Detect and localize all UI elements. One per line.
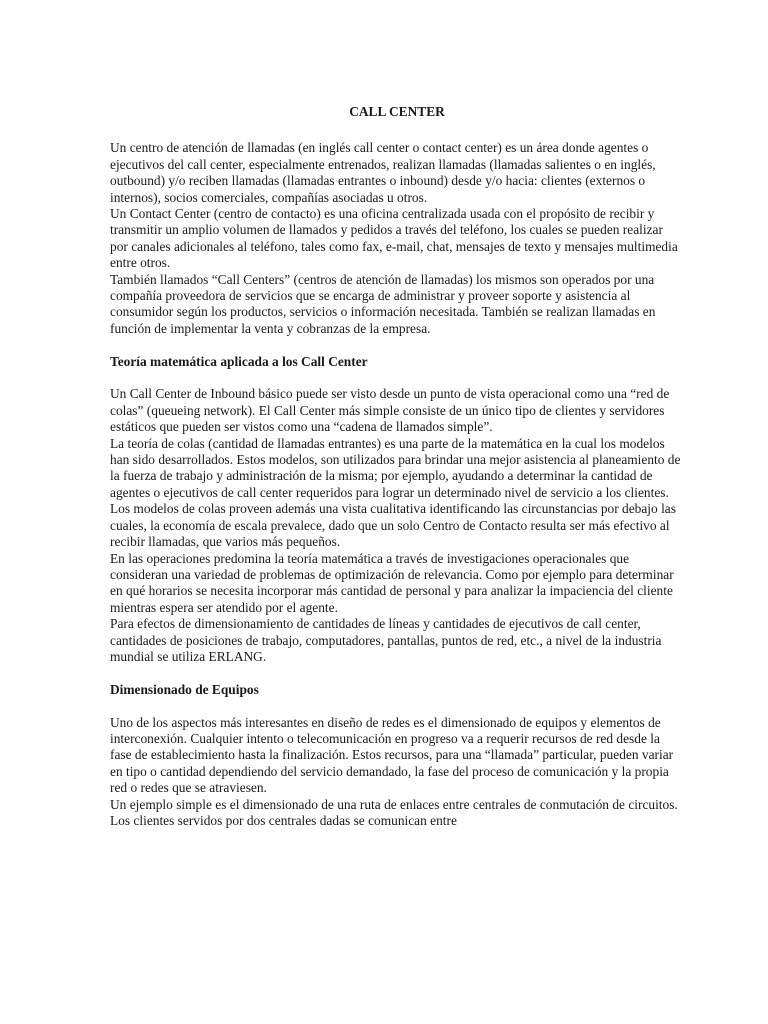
theory-paragraph-5: Para efectos de dimensionamiento de cantidades de líneas y cantidades de ejecutivos de call center, cantidades de posiciones de trabajo, computadores, pantallas, puntos de red, etc., a nivel de la industria mundial se utiliza ERLANG. — [110, 616, 662, 664]
intro-paragraph-2: Un Contact Center (centro de contacto) es una oficina centralizada usada con el propósito de recibir y transmitir un amplio volumen de llamados y pedidos a través del teléfono, los cuales se pueden realizar por canales adicionales al teléfono, tales como fax, e-mail, chat, mensajes de texto y mensajes multimedia entre otros. — [110, 206, 678, 271]
section-heading-dimensioning: Dimensionado de Equipos — [110, 681, 259, 697]
intro-paragraph-3: También llamados “Call Centers” (centros de atención de llamadas) los mismos son operados por una compañía proveedora de servicios que se encarga de administrar y proveer soporte y asistencia al consumidor según los productos, servicios o información necesitada. También se realizan llamadas en función de implementar la venta y cobranzas de la empresa. — [110, 271, 656, 336]
spacer — [110, 698, 684, 714]
theory-paragraph-3: Los modelos de colas proveen además una vista cualitativa identificando las circunstancias por debajo las cuales, la economía de escala prevalece, dado que un solo Centro de Contacto resulta ser más efectivo al recibir llamadas, que varios más pequeños. — [110, 501, 676, 550]
spacer — [110, 665, 684, 681]
dimensioning-paragraph-2: Un ejemplo simple es el dimensionado de una ruta de enlaces entre centrales de conmutación de circuitos. Los clientes servidos por dos centrales dadas se comunican entre — [110, 796, 678, 828]
theory-paragraph-4: En las operaciones predomina la teoría matemática a través de investigaciones operacionales que consideran una variedad de problemas de optimización de relevancia. Como por ejemplo para determinar en qué horarios se necesita incorporar más cantidad de personal y para analizar la impaciencia del cliente mientras espera ser atendido por el agente. — [110, 550, 674, 615]
spacer — [110, 120, 684, 140]
document-page — [110, 98, 684, 829]
section-heading-theory: Teoría matemática aplicada a los Call Center — [110, 353, 368, 369]
document-title: CALL CENTER — [349, 104, 445, 119]
dimensioning-paragraph-1: Uno de los aspectos más interesantes en diseño de redes es el dimensionado de equipos y elementos de interconexión. Cualquier intento o telecomunicación en progreso va a requerir recursos de red desde la fase de establecimiento hasta la finalización. Estos recursos, para una “llamada” particular, pueden variar en tipo o cantidad dependiendo del servicio demandado, la fase del proceso de comunicación y la propia red o redes que se atraviesen. — [110, 714, 674, 796]
theory-paragraph-1: Un Call Center de Inbound básico puede ser visto desde un punto de vista operacional como una “red de colas” (queueing network). El Call Center más simple consiste de un único tipo de clientes y servidores estáticos que pueden ser vistos como una “cadena de llamados simple”. — [110, 386, 670, 435]
theory-paragraph-2: La teoría de colas (cantidad de llamadas entrantes) es una parte de la matemática en la cual los modelos han sido desarrollados. Estos modelos, son utilizados para brindar una mejor asistencia al planeamiento de la fuerza de trabajo y administración de la misma; por ejemplo, ayudando a determinar la cantidad de agentes o ejecutivos de call center requeridos para lograr un determinado nivel de servicio a los clientes. — [110, 435, 681, 500]
spacer — [110, 337, 684, 353]
intro-paragraph-1: Un centro de atención de llamadas (en inglés call center o contact center) es un área donde agentes o ejecutivos del call center, especialmente entrenados, realizan llamadas (llamadas salientes o en inglés, outbound) y/o reciben llamadas (llamadas entrantes o inbound) desde y/o hacia: clientes (externos o internos), socios comerciales, compañías asociadas u otros. — [110, 140, 656, 205]
spacer — [110, 370, 684, 386]
